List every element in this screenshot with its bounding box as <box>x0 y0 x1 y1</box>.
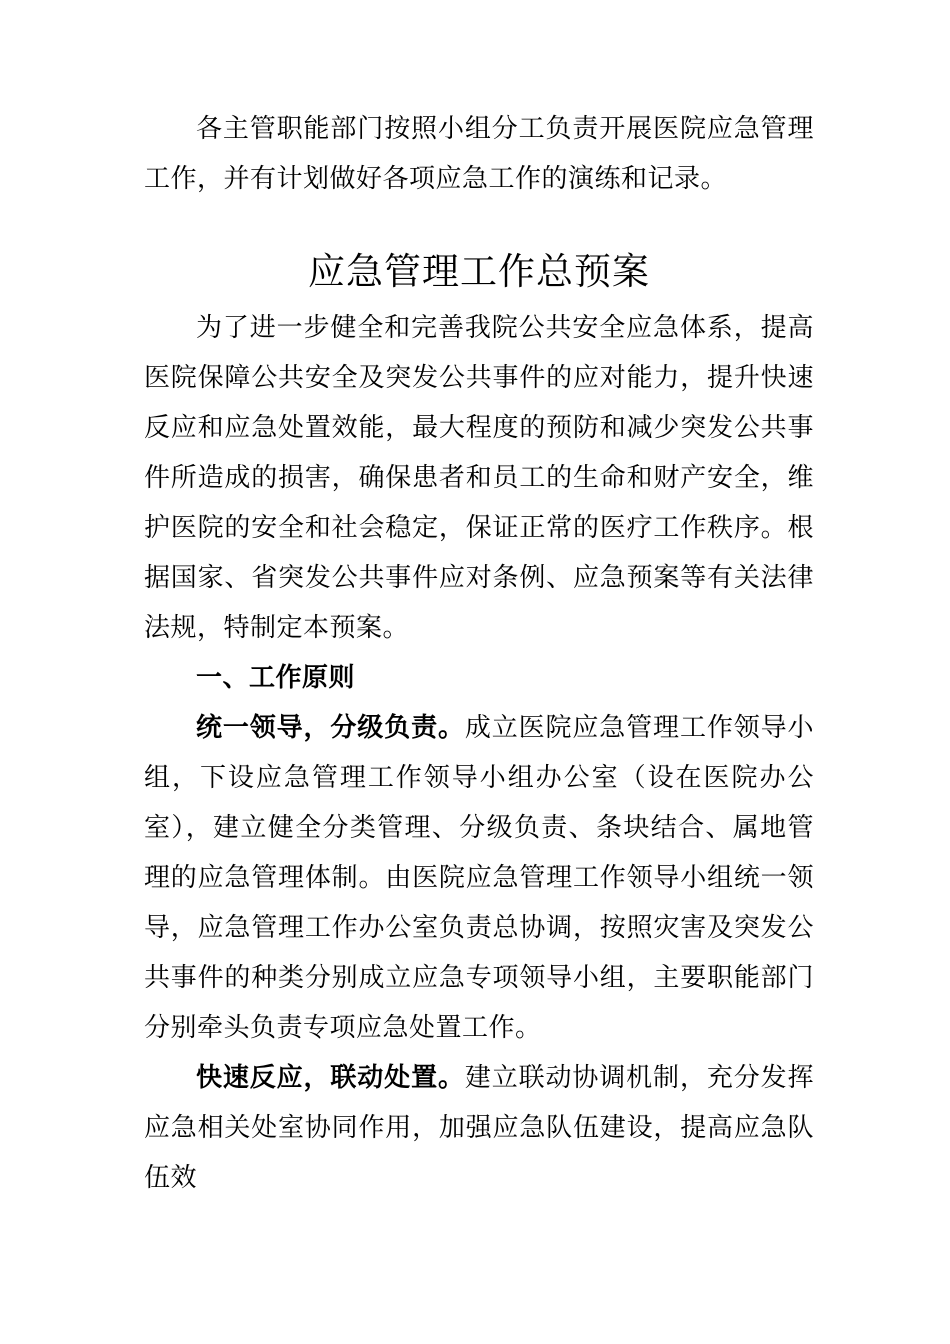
body-block <box>144 303 814 1203</box>
principle-2-text: 建立联动协调机制，充分发挥应急相关处室协同作用，加强应急队伍建设，提高应急队伍效 <box>144 1063 814 1193</box>
principle-1-text: 成立医院应急管理工作领导小组，下设应急管理工作领导小组办公室（设在医院办公室），建立健全分类管理、分级负责、条块结合、属地管理的应急管理体制。由医院应急管理工作领导小组统一领导，应急管理工作办公室负责总协调，按照灾害及突发公共事件的种类分别成立应急专项领导小组，主要职能部门分别牵头负责专项应急处置工作。 <box>144 713 814 1043</box>
principle-paragraph-1 <box>144 703 814 1053</box>
intro-block <box>144 104 814 204</box>
purpose-paragraph: 为了进一步健全和完善我院公共安全应急体系，提高医院保障公共安全及突发公共事件的应对能力，提升快速反应和应急处置效能，最大程度的预防和减少突发公共事件所造成的损害，确保患者和员工的生命和财产安全，维护医院的安全和社会稳定，保证正常的医疗工作秩序。根据国家、省突发公共事件应对条例、应急预案等有关法律法规，特制定本预案。 <box>144 313 814 643</box>
principle-1-lead: 统一领导，分级负责。 <box>196 713 465 743</box>
principle-paragraph-2 <box>144 1053 814 1203</box>
intro-paragraph: 各主管职能部门按照小组分工负责开展医院应急管理工作，并有计划做好各项应急工作的演练和记录。 <box>144 114 814 194</box>
principle-2-lead: 快速反应，联动处置。 <box>196 1063 465 1093</box>
section-heading: 一、工作原则 <box>196 663 356 693</box>
document-title: 应急管理工作总预案 <box>308 250 650 293</box>
